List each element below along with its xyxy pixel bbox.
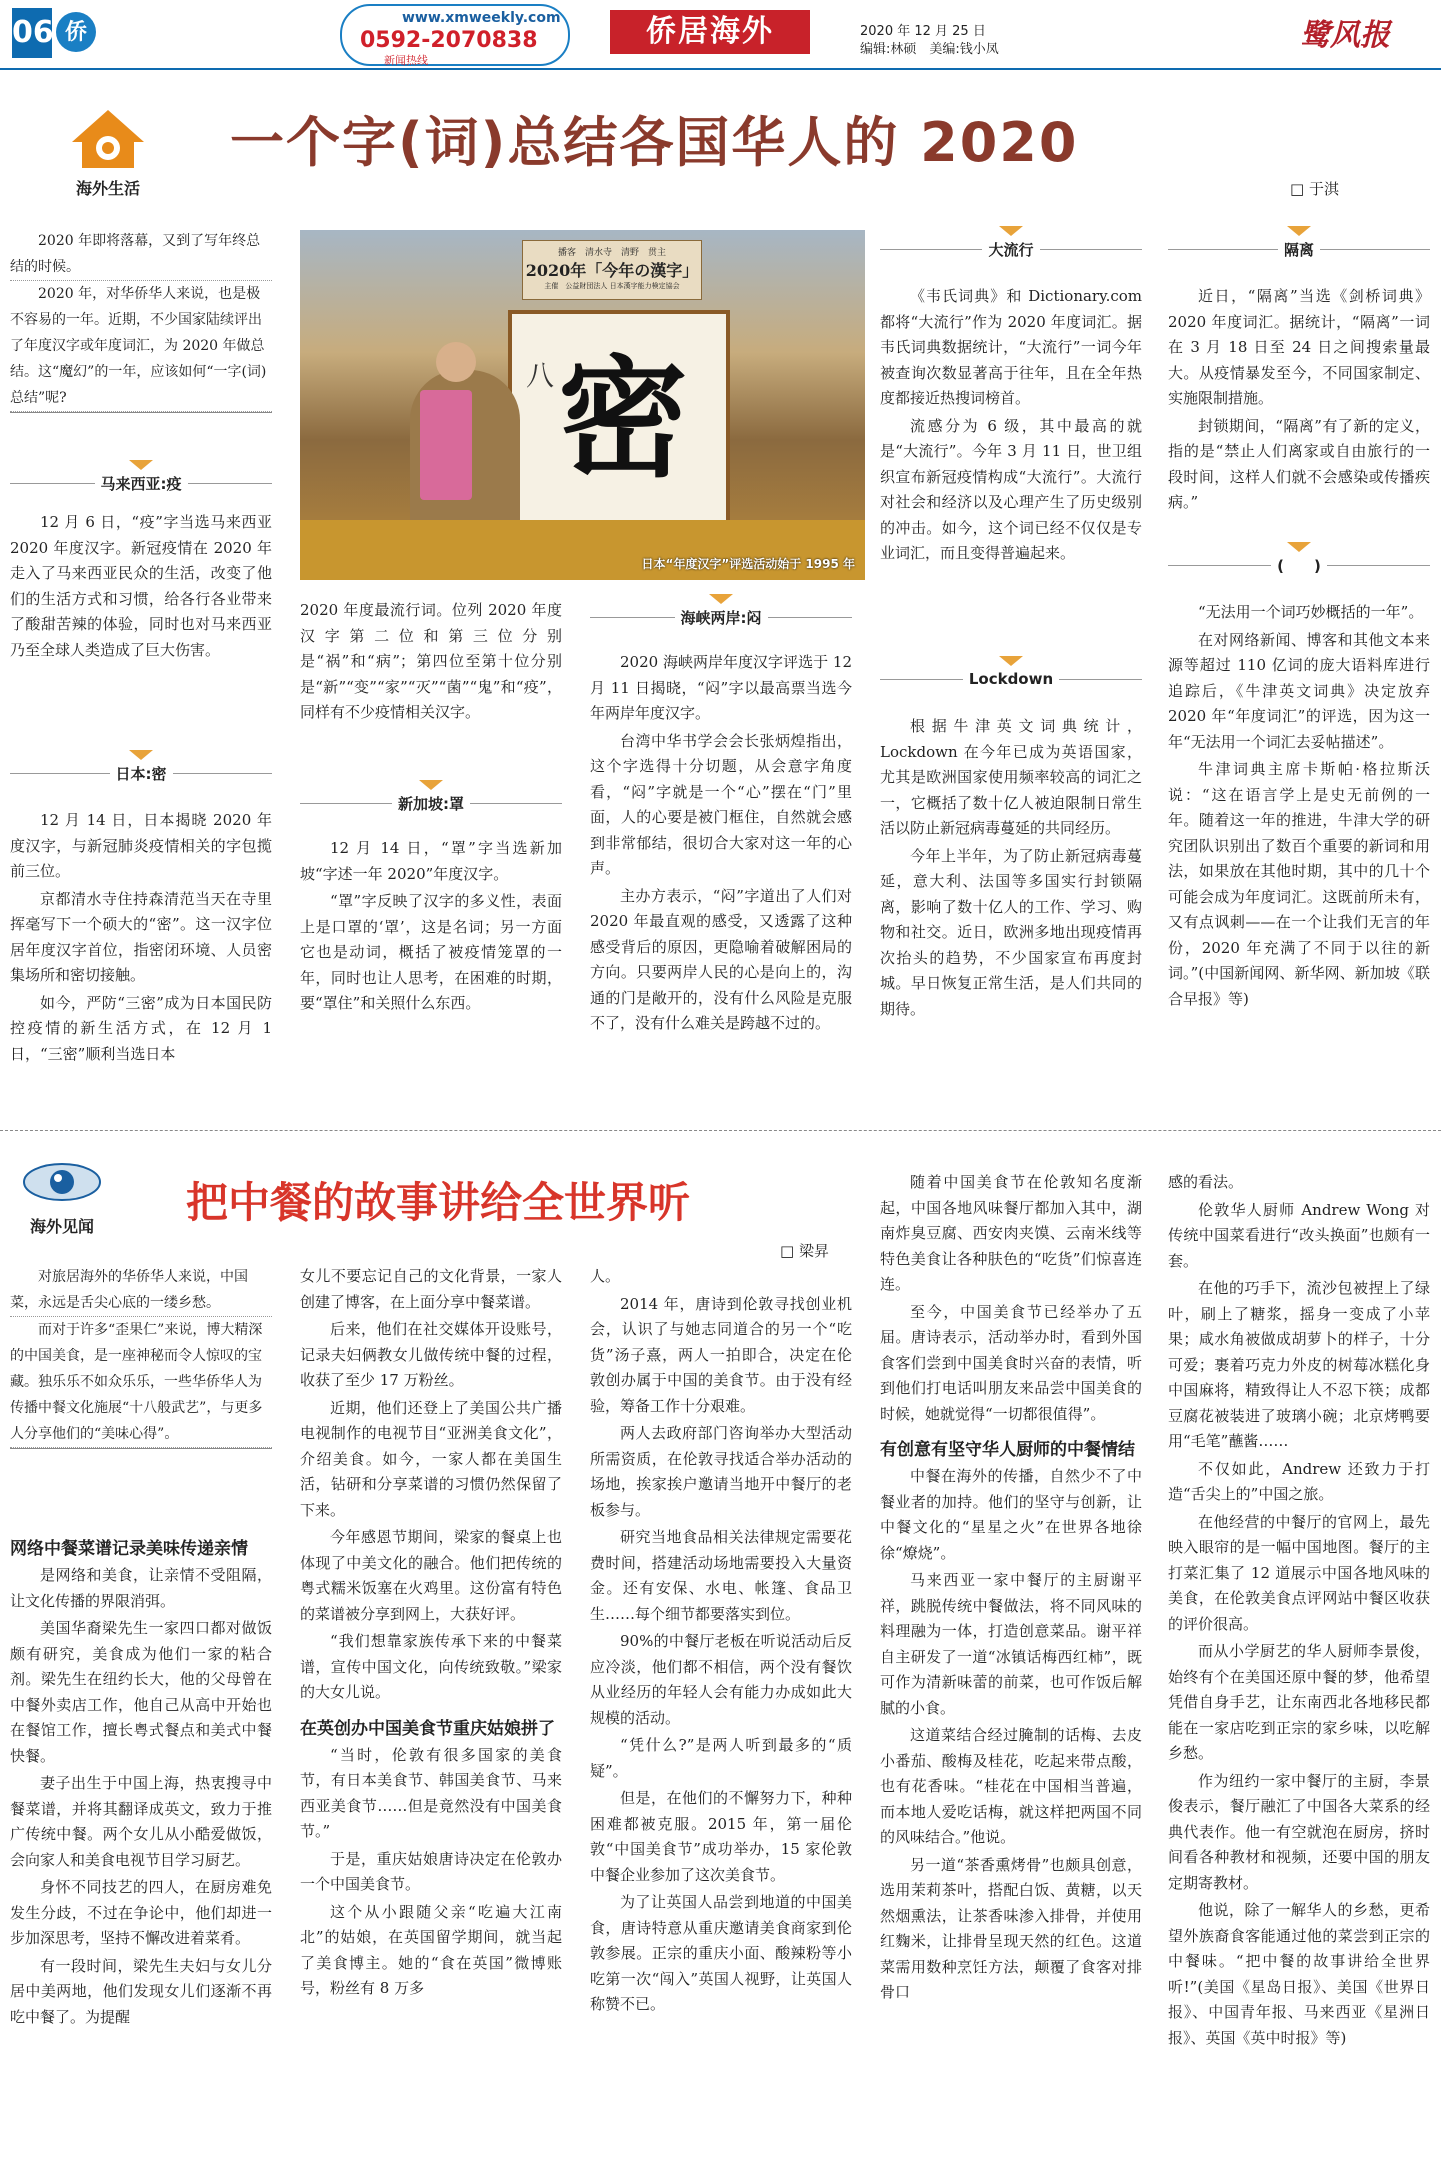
paragraph: 身怀不同技艺的四人，在厨房难免发生分歧，不过在争论中，他们却进一步加深思考，坚持不懈改进着菜肴。 [10,1878,272,1947]
subheading: 网络中餐菜谱记录美味传递亲情 [10,1539,248,1559]
article-isolation [1168,284,1430,518]
website-box [340,4,570,66]
top-lead-para: 2020 年，对华侨华人来说，也是极不容易的一年。近期，不少国家陆续评出了年度汉字或年度词汇，为 2020 年做总结。这“魔幻”的一年，应该如何“一字(词)总结”呢? [10,281,272,412]
subhead-pandemic: 大流行 [880,236,1142,262]
bottom-lead-para: 对旅居海外的华侨华人来说，中国菜，永远是舌尖心底的一缕乡愁。 [10,1264,272,1317]
hotline-label: 新闻热线 [384,54,428,67]
paragraph: 90%的中餐厅老板在听说活动后反应冷淡，他们都不相信，两个没有餐饮从业经历的年轻人会有能力办成如此大规模的活动。 [590,1632,852,1727]
subhead-malaysia: 马来西亚:疫 [10,470,272,496]
paragraph: 中餐在海外的传播，自然少不了中餐业者的加持。他们的坚守与创新，让中餐文化的“星星之火”在世界各地徐徐“燎烧”。 [880,1467,1142,1562]
subhead-blank: ( ) [1168,552,1430,578]
paragraph: 在对网络新闻、博客和其他文本来源等超过 110 亿词的庞大语料库进行追踪后，《牛津英文词典》决定放弃 2020 年“年度词汇”的评选，因为这一年“无法用一个词汇去妥帖描述”。 [1168,630,1430,751]
paragraph: 近日，“隔离”当选《剑桥词典》2020 年度词汇。据统计，“隔离”一词在 3 月 18 日至 24 日之间搜索量最大。从疫情暴发至今，不同国家制定、实施限制措施。 [1168,287,1430,407]
paragraph: 今年上半年，为了防止新冠病毒蔓延，意大利、法国等多国实行封锁隔离，影响了数十亿人的工作、学习、购物和社交。近日，欧洲多地出现疫情再次抬头的趋势，不少国家宣布再度封城。早日恢复正常生活，是人们共同的期待。 [880,846,1142,1018]
paragraph: 他说，除了一解华人的乡愁，更希望外族裔食客能通过他的菜尝到正宗的中餐味。“把中餐的故事讲给全世界听!”(美国《星岛日报》、美国《世界日报》、中国青年报、马来西亚《星洲日报》、英国《英中时报》等) [1168,1901,1430,2047]
house-icon [68,108,148,170]
photo-caption: 日本“年度汉字”评选活动始于 1995 年 [641,557,855,571]
photo-banner: 播客 清水寺 清野 贯主 2020年「今年の漢字」 主催 公益財団法人 日本漢字能力検定協会 [522,240,702,300]
editors: 编辑:林硕 美编:钱小凤 [860,42,999,57]
section-divider [0,1130,1441,1131]
bottom-col-1 [10,1536,272,2032]
paragraph: 而从小学厨艺的华人厨师李景俊，始终有个在美国还原中餐的梦，他希望凭借自身手艺，让东南西北各地移民都能在一家店吃到正宗的家乡味，以吃解乡愁。 [1168,1642,1430,1762]
article-japan [10,808,272,1069]
bottom-lead [10,1264,272,1449]
subhead-cross-strait: 海峡两岸:闷 [590,604,852,630]
paragraph: 2020 海峡两岸年度汉字评选于 12 月 11 日揭晓，“闷”字以最高票当选今年两岸年度汉字。 [590,653,852,722]
paragraph: “当时，伦敦有很多国家的美食节，有日本美食节、韩国美食节、马来西亚美食节……但是竟然没有中国美食节。” [300,1745,562,1840]
bottom-author: □ 梁昇 [780,1242,829,1260]
article-pandemic [880,284,1142,569]
article-malaysia [10,510,272,665]
section-label-bottom: 海外见闻 [29,1217,94,1236]
paragraph: “无法用一个词巧妙概括的一年”。 [1198,603,1424,621]
bottom-col-5 [1168,1170,1430,2053]
paragraph: 2020 年度最流行词。位列 2020 年度汉字第二位和第三位分别是“祸”和“病”；第四位至第十位分别是“新”“变”“家”“灭”“菌”“鬼”和“疫”，同样有不少疫情相关汉字。 [300,601,562,721]
paragraph: 是网络和美食，让亲情不受阻隔，让文化传播的界限消弭。 [10,1566,272,1610]
top-lead-para: 2020 年即将落幕，又到了写年终总结的时候。 [10,228,272,281]
top-lead [10,228,272,413]
paragraph: 这个从小跟随父亲“吃遍大江南北”的姑娘，在英国留学期间，就当起了美食博主。她的“食在英国”微博账号，粉丝有 8 万多 [300,1902,562,1997]
paragraph: 牛津词典主席卡斯帕·格拉斯沃说：“这在语言学上是史无前例的一年。随着这一年的推进，牛津大学的研究团队识别出了数百个重要的新词和用法，如果放在其他时期，其中的几十个可能会成为年度词汇。这既前所未有，又有点讽刺——在一个让我们无言的年份，2020 年充满了不同于以往的新词。”(中国新闻网、新华网、新加坡《联合早报》等) [1168,760,1430,1008]
subheading: 在英创办中国美食节重庆姑娘拼了 [300,1718,555,1739]
paragraph: 研究当地食品相关法律规定需要花费时间，搭建活动场地需要投入大量资金。还有安保、水电、帐篷、食品卫生……每个细节都要落实到位。 [590,1528,852,1623]
logo-icon: 侨 [56,12,96,52]
issue-date: 2020 年 12 月 25 日 [860,24,986,39]
bottom-lead-para: 而对于许多“歪果仁”来说，博大精深的中国美食，是一座神秘而令人惊叹的宝藏。独乐乐不如众乐乐，一些华侨华人为传播中餐文化施展“十八般武艺”，与更多人分享他们的“美味心得”。 [10,1317,272,1448]
paragraph: 台湾中华书学会会长张炳煌指出，这个字选得十分切题，从会意字角度看，“闷”字就是一个“心”摆在“门”里面，人的心要是被门框住，自然就会感到非常郁结，很切合大家对这一年的心声。 [590,731,852,877]
bottom-headline: 把中餐的故事讲给全世界听 [186,1178,691,1227]
paragraph: 12 月 14 日，日本揭晓 2020 年度汉字，与新冠肺炎疫情相关的字包揽前三位。 [10,811,272,880]
subhead-singapore: 新加坡:罩 [300,790,562,816]
hotline-phone: 0592-2070838 [360,28,538,53]
paragraph: 近期，他们还登上了美国公共广播电视制作的电视节目“亚洲美食文化”，介绍美食。如今，一家人都在美国生活，钻研和分享菜谱的习惯仍然保留了下来。 [300,1398,562,1519]
calligraphy-character: 密 [558,342,689,495]
paragraph: 《韦氏词典》和 Dictionary.com 都将“大流行”作为 2020 年度词汇。据韦氏词典数据统计，“大流行”一词今年被查询次数显著高于往年，且在全年热度都接近热搜词榜首。 [880,287,1142,407]
paragraph: 随着中国美食节在伦敦知名度渐起，中国各地风味餐厅都加入其中，湖南炸臭豆腐、西安肉夹馍、云南米线等特色美食让各种肤色的“吃货”们惊喜连连。 [880,1173,1142,1293]
article-singapore [300,836,562,1019]
paragraph: 感的看法。 [1168,1173,1244,1191]
calligraphy-side-char: 八 [526,359,555,392]
paragraph: 后来，他们在社交媒体开设账号，记录夫妇俩教女儿做传统中餐的过程，收获了至少 17 万粉丝。 [300,1320,562,1389]
section-label-top: 海外生活 [75,179,140,198]
header-rule [0,68,1441,70]
paper-name: 鹭风报 [1300,18,1390,53]
article-japan-cont [300,598,562,728]
paragraph: 流感分为 6 级，其中最高的就是“大流行”。今年 3 月 11 日，世卫组织宣布新冠疫情构成“大流行”。大流行对社会和经济以及心理产生了历史级别的冲击。如今，这个词已经不仅仅是专业词汇，而且变得普遍起来。 [880,416,1142,562]
paragraph: 美国华裔梁先生一家四口都对做饭颇有研究，美食成为他们一家的粘合剂。梁先生在纽约长大，他的父母曾在中餐外卖店工作，他自己从高中开始也在餐馆工作，擅长粤式餐点和美式中餐快餐。 [10,1619,272,1765]
paragraph: 如今，严防“三密”成为日本国民防控疫情的新生活方式，在 12 月 1 日，“三密”顺利当选日本 [10,993,272,1063]
subhead-lockdown: Lockdown [880,666,1142,692]
article-lockdown [880,714,1142,1024]
section-title: 侨居海外 [610,10,810,54]
bottom-col-3 [590,1264,852,2020]
paragraph: 另一道“茶香熏烤骨”也颇具创意，选用茉莉茶叶，搭配白饭、黄糖，以天然烟熏法，让茶香味渗入排骨，并使用红麴米，让排骨呈现天然的红色。这道菜需用数种烹饪方法，颠覆了食客对排骨口 [880,1855,1142,2001]
bottom-col-4 [880,1170,1142,2008]
subhead-isolation: 隔离 [1168,236,1430,262]
paragraph: 12 月 6 日，“疫”字当选马来西亚 2020 年度汉字。新冠疫情在 2020 年走入了马来西亚民众的生活，改变了他们的生活方式和习惯，给各行各业带来了酸甜苦辣的体验，同时也对马来西亚乃至全球人类造成了巨大伤害。 [10,513,272,659]
eye-icon [22,1160,102,1204]
article-blank [1168,600,1430,1014]
bottom-col-2 [300,1264,562,2004]
paragraph: 不仅如此，Andrew 还致力于打造“舌尖上的”中国之旅。 [1168,1459,1430,1503]
subhead-japan: 日本:密 [10,760,272,786]
paragraph: 在他经营的中餐厅的官网上，最先映入眼帘的是一幅中国地图。餐厅的主打菜汇集了 12 道展示中国各地风味的美食，在伦敦美食点评网站中餐区收获的评价很高。 [1168,1512,1430,1633]
website-url: www.xmweekly.com [402,10,561,26]
kanji-photo [300,230,865,580]
paragraph: “罩”字反映了汉字的多义性，表面上是口罩的‘罩’，这是名词；另一方面它也是动词，概括了被疫情笼罩的一年，同时也让人思考，在困难的时期，要“罩住”和关照什么东西。 [300,892,562,1012]
paragraph: 作为纽约一家中餐厅的主厨，李景俊表示，餐厅融汇了中国各大菜系的经典代表作。他一有空就泡在厨房，挤时间看各种教材和视频，还要中国的朋友定期寄教材。 [1168,1771,1430,1892]
top-author: □ 于淇 [1290,180,1339,198]
paragraph: 这道菜结合经过腌制的话梅、去皮小番茄、酸梅及桂花，吃起来带点酸，也有花香味。“桂花在中国相当普遍，而本地人爱吃话梅，就这样把两国不同的风味结合。”他说。 [880,1726,1142,1846]
paragraph: 人。 [590,1267,621,1285]
subheading: 有创意有坚守华人厨师的中餐情结 [880,1440,1135,1460]
paragraph: 有一段时间，梁先生夫妇与女儿分居中美两地，他们发现女儿们逐渐不再吃中餐了。为提醒 [10,1956,272,2026]
paragraph: 12 月 14 日，“罩”字当选新加坡“字述一年 2020”年度汉字。 [300,839,562,883]
paragraph: 京都清水寺住持森清范当天在寺里挥毫写下一个硕大的“密”。这一汉字位居年度汉字首位，指密闭环境、人员密集场所和密切接触。 [10,889,272,984]
top-headline: 一个字(词)总结各国华人的 2020 [230,111,1079,174]
calligraphy-board [508,310,730,530]
paragraph: 但是，在他们的不懈努力下，种种困难都被克服。2015 年，第一届伦敦“中国美食节”成功举办，15 家伦敦中餐企业参加了这次美食节。 [590,1789,852,1884]
page-header [0,0,1441,70]
paragraph: “我们想靠家族传承下来的中餐菜谱，宣传中国文化，向传统致敬。”梁家的大女儿说。 [300,1632,562,1701]
paragraph: 至今，中国美食节已经举办了五届。唐诗表示，活动举办时，看到外国食客们尝到中国美食时兴奋的表情，听到他们打电话叫朋友来品尝中国美食的时候，她就觉得“一切都很值得”。 [880,1302,1142,1423]
article-cross-strait [590,650,852,1039]
paragraph: 主办方表示，“闷”字道出了人们对 2020 年最直观的感受，又透露了这种感受背后的原因，更隐喻着破解困局的方向。只要两岸人民的心是向上的，沟通的门是敞开的，没有什么风险是克服不了，没有什么难关是跨越不过的。 [590,886,852,1032]
paragraph: 今年感恩节期间，梁家的餐桌上也体现了中美文化的融合。他们把传统的粤式糯米饭塞在火鸡里。这份富有特色的菜谱被分享到网上，大获好评。 [300,1528,562,1623]
paragraph: 封锁期间，“隔离”有了新的定义，指的是“禁止人们离家或自由旅行的一段时间，这样人们就不会感染或传播疾病。” [1168,416,1430,511]
paragraph: 两人去政府部门咨询举办大型活动所需资质，在伦敦寻找适合举办活动的场地，挨家挨户邀请当地开中餐厅的老板参与。 [590,1424,852,1519]
paragraph: 伦敦华人厨师 Andrew Wong 对传统中国菜看进行“改头换面”也颇有一套。 [1168,1200,1430,1270]
paragraph: 女儿不要忘记自己的文化背景，一家人创建了博客，在上面分享中餐菜谱。 [300,1267,562,1311]
page-number: 06 [12,8,52,58]
paragraph: 于是，重庆姑娘唐诗决定在伦敦办一个中国美食节。 [300,1849,562,1893]
paragraph: 马来西亚一家中餐厅的主厨谢平祥，跳脱传统中餐做法，将不同风味的料理融为一体，打造创意菜品。谢平祥自主研发了一道“冰镇话梅西红柿”，既可作为清新味蕾的前菜，也可作饭后解腻的小食。 [880,1571,1142,1717]
paragraph: 在他的巧手下，流沙包被捏上了绿叶，刷上了糖浆，摇身一变成了小苹果；咸水角被做成胡萝卜的样子，十分可爱；裹着巧克力外皮的树莓冰糕化身中国麻将，精致得让人不忍下筷；成都豆腐花被装进了玻璃小碗；北京烤鸭要用“毛笔”蘸酱…… [1168,1279,1430,1450]
paragraph: 为了让英国人品尝到地道的中国美食，唐诗特意从重庆邀请美食商家到伦敦参展。正宗的重庆小面、酸辣粉等小吃第一次“闯入”英国人视野，让英国人称赞不已。 [590,1893,852,2013]
paragraph: 妻子出生于中国上海，热衷搜寻中餐菜谱，并将其翻译成英文，致力于推广传统中餐。两个女儿从小酷爱做饭，会向家人和美食电视节目学习厨艺。 [10,1774,272,1869]
paragraph: 2014 年，唐诗到伦敦寻找创业机会，认识了与她志同道合的另一个“吃货”汤子熹，两人一拍即合，决定在伦敦创办属于中国的美食节。由于没有经验，筹备工作十分艰难。 [590,1294,852,1415]
paragraph: 根据牛津英文词典统计，Lockdown 在今年已成为英语国家，尤其是欧洲国家使用频率较高的词汇之一，它概括了数十亿人被迫限制日常生活以防止新冠病毒蔓延的共同经历。 [880,717,1142,837]
paragraph: “凭什么?”是两人听到最多的“质疑”。 [590,1736,852,1780]
